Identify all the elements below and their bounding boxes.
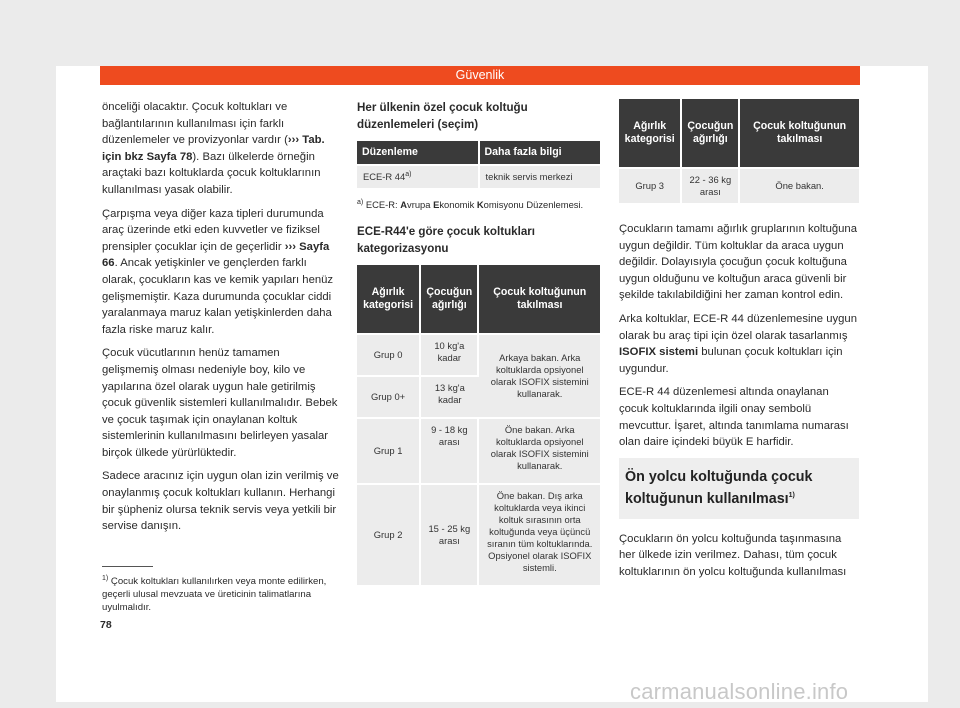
column-header: Çocuğun ağırlığı <box>681 99 739 168</box>
note-text: omisyonu Düzenlemesi. <box>483 199 584 210</box>
paragraph: ECE-R 44 düzenlemesi altında onaylanan çocuk koltuklarında ilgili onay sembolü mevcuttur. İşaret, altında tanımlama numarası olan daire içindeki büyük E harfidir. <box>619 386 849 449</box>
watermark: carmanualsonline.info <box>630 679 849 704</box>
text: Arka koltuklar, ECE-R 44 düzenlemesine uygun olarak bu araç tipi için özel olarak tasarlanmış <box>619 312 857 342</box>
note-initial: E <box>433 199 440 210</box>
paragraph: Çocuk vücutlarının henüz tamamen gelişmemiş olması nedeniyle boy, kilo ve yapılarına özel olarak uygun hale getirilmiş çocuk güvenlik sistemleri kullanılmalıdır. Bebek ve çocuk taşımak için onaylanan koltuk sistemlerinin kullanılmasını belirleyen yasalar birçok ülkede yürürlüktedir. <box>102 347 338 459</box>
table-cell: 13 kg'a kadar <box>420 376 478 418</box>
column-header: Çocuk koltuğunun takılması <box>739 99 859 168</box>
table-note <box>357 198 600 211</box>
cell-text: ECE-R 44 <box>363 171 406 182</box>
column-header: Ağırlık kategorisi <box>619 99 681 168</box>
page-link[interactable]: ››› Tab. için bkz Sayfa 78 <box>102 134 325 163</box>
table-row <box>619 168 859 203</box>
table-row <box>357 334 600 376</box>
text: önceliği olacaktır. Çocuk koltukları ve bağlantılarının kullanılması için farklı düzenlemeler ve provizyonlar vardır ( <box>102 101 288 147</box>
table-cell: 15 - 25 kg arası <box>420 484 478 585</box>
column-header: Çocuğun ağırlığı <box>420 265 478 334</box>
note-text: ECE-R: <box>365 199 401 210</box>
column-header: Daha fazla bilgi <box>479 141 601 165</box>
paragraph: Sadece aracınız için uygun olan izin verilmiş ve onaylanmış çocuk koltukları kullanın. Herhangi bir şüpheniz olursa teknik servis veya yetkili bir servise danışın. <box>102 470 339 533</box>
category-table <box>357 265 600 585</box>
category-table-continued <box>619 99 859 203</box>
table-cell: Öne bakan. Arka koltuklarda opsiyonel olarak ISOFIX sistemini kullanarak. <box>478 418 600 484</box>
page-number: 78 <box>100 619 112 631</box>
table-title: Her ülkenin özel çocuk koltuğu düzenlemeleri (seçim) <box>357 101 528 131</box>
note-initial: K <box>476 199 484 210</box>
table-cell: 9 - 18 kg arası <box>420 418 478 484</box>
table-cell: Grup 3 <box>619 168 681 203</box>
table-cell: Öne bakan. Dış arka koltuklarda veya ikinci koltuk sırasının orta koltuğunda veya üçüncü sıranın tüm koltuklarında. Opsiyonel olarak ISOFIX sistemli. <box>478 484 600 585</box>
bold-term: ISOFIX sistemi <box>619 346 699 359</box>
table-row <box>357 165 600 188</box>
note-text: konomik <box>439 199 477 210</box>
table-title: ECE-R44'e göre çocuk koltukları kategorizasyonu <box>357 225 536 255</box>
table-cell: Grup 1 <box>357 418 420 484</box>
column-right <box>619 99 859 588</box>
footnote-divider <box>102 566 153 567</box>
column-header: Çocuk koltuğunun takılması <box>478 265 600 334</box>
paragraph <box>619 311 859 377</box>
footnote-text: Çocuk koltukları kullanılırken veya monte edilirken, geçerli ulusal mevzuata ve üreticinin talimatlarına uyulmalıdır. <box>102 576 327 613</box>
table-row <box>357 484 600 585</box>
footnote-mark: a) <box>357 198 364 206</box>
table-cell: teknik servis merkezi <box>479 165 601 188</box>
paragraph: Çocukların tamamı ağırlık gruplarının koltuğuna uygun değildir. Tüm koltuklar da araca uygun değildir. Dolayısıyla çocuğun çocuk koltuğuna uygun olduğunu ve koltuğun araca güvenli bir şekilde takılabildiğini her zaman kontrol edin. <box>619 223 857 302</box>
column-header: Düzenleme <box>357 141 479 165</box>
text: Çarpışma veya diğer kaza tipleri durumunda araç üzerinde etki eden kuvvetler ve fiziksel prensipler çocuklar için de geçerlidir <box>102 207 324 253</box>
page-link[interactable]: ››› Sayfa 66 <box>102 240 330 270</box>
column-header: Ağırlık kategorisi <box>357 265 420 334</box>
paragraph <box>102 99 339 199</box>
text: ). Bazı ülkelerde örneğin araçtaki bazı koltuklarda çocuk koltuklarının kullanılması yasak olabilir. <box>102 150 321 196</box>
table-cell: Grup 2 <box>357 484 420 585</box>
column-left <box>102 99 339 542</box>
footnote <box>102 575 342 614</box>
table-cell: Öne bakan. <box>739 168 859 203</box>
section-heading <box>619 458 859 519</box>
text: . Ancak yetişkinler ve gençlerden farklı olarak, çocukların kas ve kemik yapıları henüz gelişmemiştir. Kaza durumunda çocuklar ciddi yaralanmaya maruz kalan yetişkinlerden daha fazla riske maruz kalır. <box>102 257 334 336</box>
paragraph <box>102 206 339 339</box>
note-text: vrupa <box>407 199 434 210</box>
table-cell: Grup 0+ <box>357 376 420 418</box>
section-header: Güvenlik <box>100 66 860 85</box>
heading-text: Ön yolcu koltuğunda çocuk koltuğunun kullanılması <box>625 468 813 507</box>
table-cell: Grup 0 <box>357 334 420 376</box>
regulation-table <box>357 141 600 188</box>
table-cell: 10 kg'a kadar <box>420 334 478 376</box>
column-middle <box>357 99 600 585</box>
note-initial: A <box>400 199 408 210</box>
table-row <box>357 418 600 484</box>
table-cell: Arkaya bakan. Arka koltuklarda opsiyonel olarak ISOFIX sistemini kullanarak. <box>478 334 600 418</box>
paragraph: Çocukların ön yolcu koltuğunda taşınmasına her ülkede izin verilmez. Dahası, tüm çocuk koltuklarının ön yolcu koltuğunda kullanılması <box>619 532 847 578</box>
table-cell <box>357 165 479 188</box>
table-cell: 22 - 36 kg arası <box>681 168 739 203</box>
footnote-mark: a) <box>405 170 412 178</box>
footnote-mark: 1) <box>788 491 795 499</box>
footnote-mark: 1) <box>102 574 109 582</box>
text: bulunan çocuk koltukları için uygundur. <box>619 346 843 375</box>
